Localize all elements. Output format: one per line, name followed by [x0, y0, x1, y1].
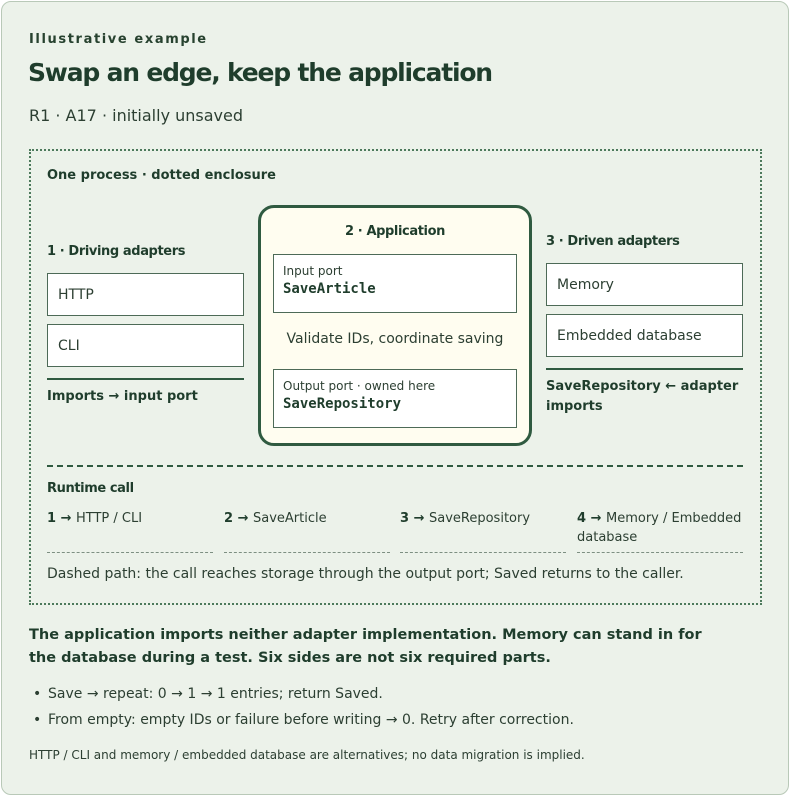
runtime-step-number: 3 [400, 511, 410, 526]
runtime-step-divider [577, 552, 743, 553]
runtime-step-2: 2 → SaveArticle [224, 511, 327, 526]
driving-adapters-heading: 1 · Driving adapters [47, 244, 186, 259]
output-port-name: SaveRepository [283, 396, 402, 412]
page-title: Swap an edge, keep the application [28, 58, 492, 87]
runtime-step-text: HTTP / CLI [76, 511, 143, 526]
output-port-label: Output port · owned here [283, 379, 436, 393]
runtime-step-3: 3 → SaveRepository [400, 511, 531, 526]
runtime-step-text: SaveRepository [429, 511, 531, 526]
runtime-caption: Dashed path: the call reaches storage through the output port; Saved returns to the caller. [47, 566, 684, 582]
application-heading: 2 · Application [345, 224, 445, 239]
page-subtitle: R1 · A17 · initially unsaved [29, 106, 244, 125]
driven-divider [546, 368, 743, 370]
enclosure-label: One process · dotted enclosure [47, 168, 276, 183]
driven-adapter-memory-label: Memory [557, 276, 614, 293]
runtime-dashed-path [47, 465, 743, 467]
eyebrow-label: Illustrative example [29, 32, 208, 47]
input-port-label: Input port [283, 264, 343, 278]
application-responsibility: Validate IDs, coordinate saving [286, 331, 504, 347]
driven-adapters-heading: 3 · Driven adapters [546, 234, 680, 249]
output-port [273, 369, 517, 428]
runtime-step-4: 4 → Memory / Embedded database [577, 511, 742, 545]
driving-divider [47, 378, 244, 380]
driving-adapter-http [47, 273, 244, 316]
driven-note: SaveRepository ← adapter imports [546, 379, 739, 414]
input-port-name: SaveArticle [283, 281, 376, 297]
driven-adapter-embedded-database [546, 314, 743, 357]
driving-adapter-cli [47, 324, 244, 367]
summary-text: The application imports neither adapter implementation. Memory can stand in for the database during a test. Six sides are not six required parts. [29, 627, 702, 666]
driving-note: Imports → input port [47, 389, 198, 404]
runtime-step-number: 1 [47, 511, 57, 526]
list-item: • From empty: empty IDs or failure before writing → 0. Retry after correction. [29, 712, 574, 738]
runtime-step-number: 4 [577, 511, 587, 526]
runtime-step-1: 1 → HTTP / CLI [47, 511, 143, 526]
driving-adapter-http-label: HTTP [58, 286, 94, 303]
footnote: HTTP / CLI and memory / embedded database are alternatives; no data migration is implied. [29, 748, 585, 762]
runtime-step-text: Memory / Embedded database [577, 511, 742, 545]
driven-adapter-memory [546, 263, 743, 306]
runtime-step-number: 2 [224, 511, 234, 526]
runtime-step-text: SaveArticle [253, 511, 327, 526]
runtime-heading: Runtime call [47, 481, 134, 496]
input-port [273, 254, 517, 313]
driven-adapter-embedded-database-label: Embedded database [557, 327, 702, 344]
list-item: • Save → repeat: 0 → 1 → 1 entries; return Saved. [29, 686, 574, 712]
runtime-step-divider [400, 552, 566, 553]
runtime-step-divider [47, 552, 213, 553]
bullet-list [29, 686, 574, 738]
runtime-step-divider [224, 552, 390, 553]
driving-adapter-cli-label: CLI [58, 337, 80, 354]
